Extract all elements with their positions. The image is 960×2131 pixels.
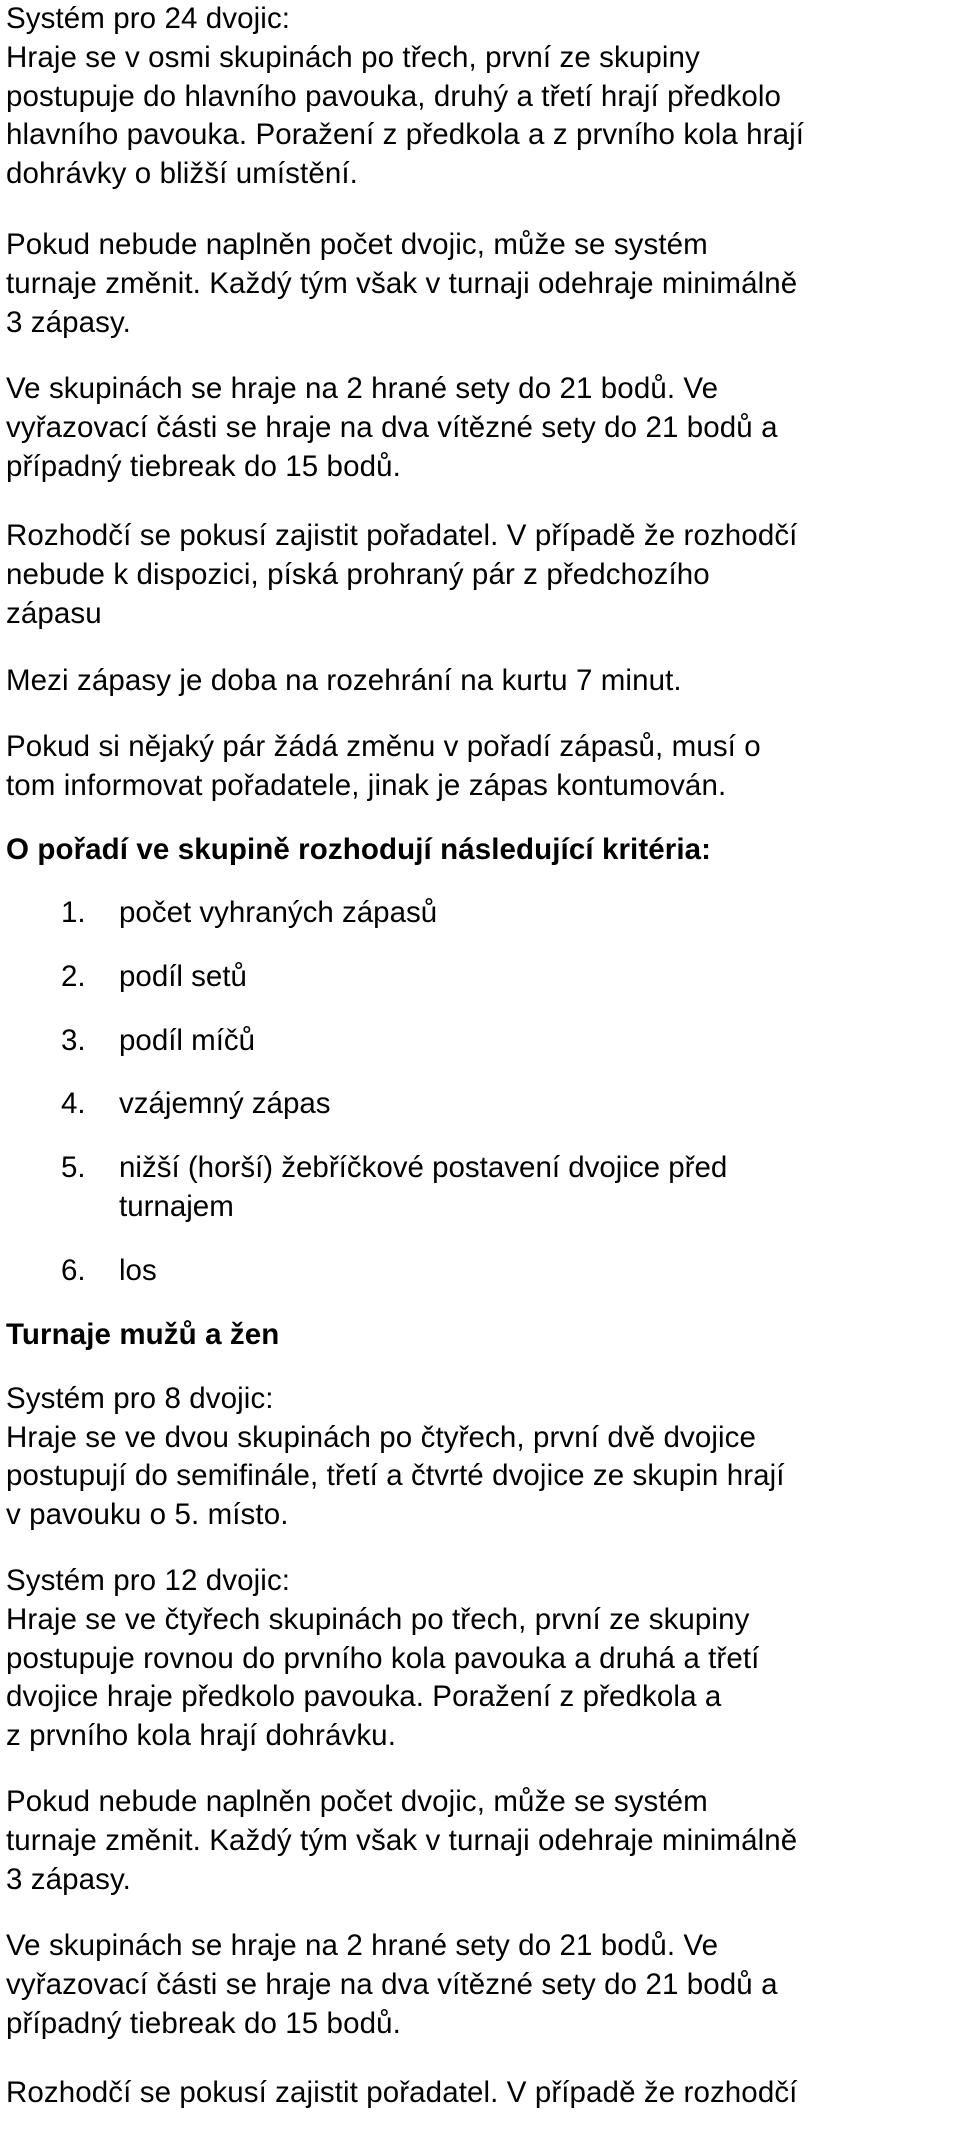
paragraph-line: Systém pro 24 dvojic:	[6, 2, 291, 35]
criteria-heading: O pořadí ve skupině rozhodují následující kritéria:	[6, 833, 712, 866]
list-number: 2.	[61, 960, 86, 993]
paragraph-line: tom informovat pořadatele, jinak je zápas kontumován.	[6, 769, 727, 802]
list-number: 6.	[61, 1254, 86, 1287]
paragraph-line: Ve skupinách se hraje na 2 hrané sety do 21 bodů. Ve	[6, 372, 719, 405]
paragraph-line: Hraje se ve dvou skupinách po čtyřech, první dvě dvojice	[6, 1421, 757, 1454]
paragraph-line: Pokud nebude naplněn počet dvojic, může se systém	[6, 228, 708, 261]
paragraph-line: 3 zápasy.	[6, 1863, 131, 1896]
list-text: vzájemný zápas	[119, 1087, 331, 1120]
paragraph-line: postupuje do hlavního pavouka, druhý a třetí hrají předkolo	[6, 80, 782, 113]
paragraph-line: 3 zápasy.	[6, 306, 131, 339]
list-text: počet vyhraných zápasů	[119, 896, 438, 929]
paragraph-line: hlavního pavouka. Poražení z předkola a z prvního kola hrají	[6, 118, 805, 151]
paragraph-line: Rozhodčí se pokusí zajistit pořadatel. V případě že rozhodčí	[6, 519, 798, 552]
paragraph-line: z prvního kola hrají dohrávku.	[6, 1719, 396, 1752]
list-text: podíl setů	[119, 960, 247, 993]
list-text: nižší (horší) žebříčkové postavení dvojice před	[119, 1151, 728, 1184]
section-heading: Turnaje mužů a žen	[6, 1318, 280, 1351]
list-text: podíl míčů	[119, 1024, 256, 1057]
paragraph-line: nebude k dispozici, píská prohraný pár z předchozího	[6, 558, 710, 591]
paragraph-line: případný tiebreak do 15 bodů.	[6, 2007, 401, 2040]
list-number: 5.	[61, 1151, 86, 1184]
paragraph-line: dohrávky o bližší umístění.	[6, 157, 358, 190]
paragraph-line: Ve skupinách se hraje na 2 hrané sety do 21 bodů. Ve	[6, 1929, 719, 1962]
paragraph-line: vyřazovací části se hraje na dva vítězné sety do 21 bodů a	[6, 411, 778, 444]
list-number: 4.	[61, 1087, 86, 1120]
paragraph-line: Hraje se v osmi skupinách po třech, první ze skupiny	[6, 41, 700, 74]
paragraph-line: vyřazovací části se hraje na dva vítězné sety do 21 bodů a	[6, 1968, 778, 2001]
paragraph-line: Pokud si nějaký pár žádá změnu v pořadí zápasů, musí o	[6, 730, 761, 763]
paragraph-line: Pokud nebude naplněn počet dvojic, může se systém	[6, 1785, 708, 1818]
list-number: 1.	[61, 896, 86, 929]
paragraph-line: v pavouku o 5. místo.	[6, 1498, 289, 1531]
paragraph-line: Systém pro 12 dvojic:	[6, 1564, 291, 1597]
paragraph-line: postupuje rovnou do prvního kola pavouka a druhá a třetí	[6, 1642, 760, 1675]
paragraph-line: zápasu	[6, 597, 102, 630]
list-text-continuation: turnajem	[119, 1190, 234, 1223]
paragraph-line: dvojice hraje předkolo pavouka. Poražení z předkola a	[6, 1680, 722, 1713]
paragraph-line: turnaje změnit. Každý tým však v turnaji odehraje minimálně	[6, 1824, 798, 1857]
paragraph-line: turnaje změnit. Každý tým však v turnaji odehraje minimálně	[6, 267, 798, 300]
paragraph-line: případný tiebreak do 15 bodů.	[6, 450, 401, 483]
list-number: 3.	[61, 1024, 86, 1057]
paragraph-line: Mezi zápasy je doba na rozehrání na kurtu 7 minut.	[6, 664, 682, 697]
paragraph-line: Rozhodčí se pokusí zajistit pořadatel. V případě že rozhodčí	[6, 2076, 798, 2109]
paragraph-line: Hraje se ve čtyřech skupinách po třech, první ze skupiny	[6, 1603, 750, 1636]
paragraph-line: postupují do semifinále, třetí a čtvrté dvojice ze skupin hrají	[6, 1459, 785, 1492]
list-text: los	[119, 1254, 157, 1287]
paragraph-line: Systém pro 8 dvojic:	[6, 1382, 274, 1415]
